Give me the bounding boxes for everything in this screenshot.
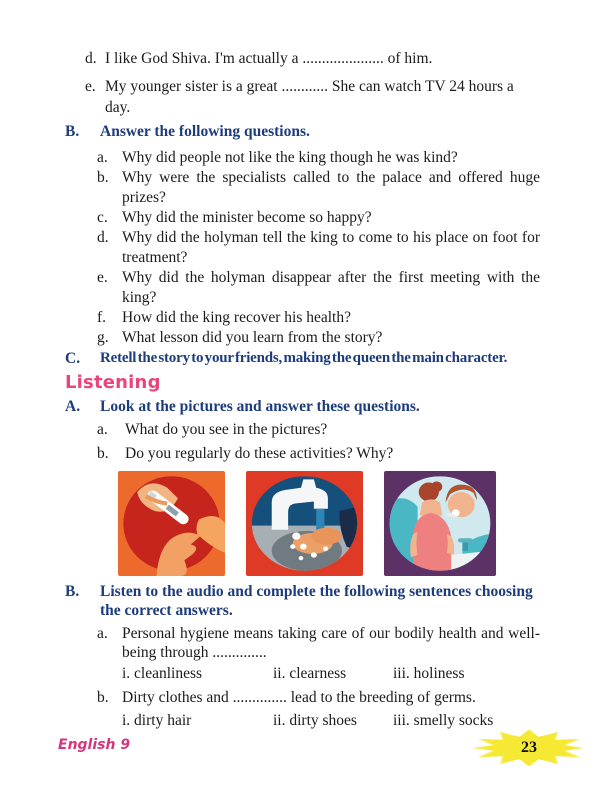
question-label: a.	[97, 149, 108, 166]
item-text: Personal hygiene means taking care of our bodily health and well-being through ..............	[122, 625, 540, 661]
section-title: Retell the story to your friends, making the queen the main character.	[100, 350, 508, 366]
item-label: d.	[85, 50, 97, 67]
item-text: My younger sister is a great ............ She can watch TV 24 hours a day.	[105, 78, 514, 116]
section-title: Look at the pictures and answer these questions.	[100, 398, 420, 415]
question-label: b.	[97, 445, 109, 462]
item-label: b.	[97, 689, 109, 706]
options-row-b	[122, 711, 542, 730]
question-row	[97, 419, 542, 440]
section-b-questions	[60, 148, 542, 348]
question-text: Why did people not like the king though he was kind?	[122, 149, 458, 166]
option: iii. holiness	[393, 665, 465, 682]
question-label: g.	[97, 329, 109, 346]
section-label: C.	[65, 350, 81, 367]
question-text: Why did the holyman disappear after the first meeting with the king?	[122, 269, 540, 306]
option: ii. clearness	[273, 665, 347, 682]
question-label: e.	[97, 269, 108, 286]
question-row	[97, 208, 542, 228]
question-row	[97, 443, 542, 464]
option: iii. smelly socks	[393, 712, 494, 729]
question-text: Why did the holyman tell the king to come to his place on foot for treatment?	[122, 229, 540, 266]
item-label: e.	[85, 78, 96, 95]
question-label: f.	[97, 309, 107, 326]
question-text: Why were the specialists called to the palace and offered huge prizes?	[122, 169, 540, 206]
page-footer	[60, 737, 542, 797]
section-title: Answer the following questions.	[100, 123, 310, 140]
picture-thermometer	[118, 471, 225, 576]
question-row	[97, 308, 542, 328]
question-text: What do you see in the pictures?	[125, 421, 328, 438]
section-title: Listen to the audio and complete the following sentences choosing the correct answers.	[100, 583, 533, 619]
listening-b-item-b	[97, 688, 542, 707]
question-row	[97, 228, 542, 268]
item-text: Dirty clothes and .............. lead to the breeding of germs.	[122, 689, 476, 706]
section-c-heading	[65, 348, 542, 369]
option: ii. dirty shoes	[273, 712, 357, 729]
question-row	[97, 148, 542, 168]
page-number: 23	[521, 739, 537, 756]
listening-heading: Listening	[65, 372, 161, 393]
question-text: What lesson did you learn from the story?	[122, 329, 383, 346]
picture-brushing-teeth-mirror	[384, 471, 496, 576]
question-text: Do you regularly do these activities? Why?	[125, 445, 394, 462]
thermometer-illustration-icon	[118, 471, 225, 576]
pictures-row	[118, 471, 542, 576]
option: i. cleanliness	[122, 665, 203, 682]
listening-b-heading	[65, 582, 542, 620]
question-text: Why did the minister become so happy?	[122, 209, 372, 226]
question-row	[97, 168, 542, 208]
listening-b-item-a	[97, 624, 542, 662]
question-label: b.	[97, 169, 109, 186]
question-text: How did the king recover his health?	[122, 309, 351, 326]
option: i. dirty hair	[122, 712, 192, 729]
question-row	[97, 268, 542, 308]
book-title: English 9	[58, 737, 131, 753]
section-label: B.	[65, 123, 80, 140]
question-row	[97, 328, 542, 348]
washing-hands-illustration-icon	[246, 471, 363, 576]
section-label: A.	[65, 398, 81, 415]
fill-item-e	[85, 76, 542, 118]
listening-a-heading	[65, 396, 542, 417]
question-label: a.	[97, 421, 108, 438]
item-text: I like God Shiva. I'm actually a ..................... of him.	[105, 50, 433, 67]
fill-item-d	[85, 48, 542, 69]
question-label: d.	[97, 229, 109, 246]
options-row-a	[122, 664, 542, 683]
picture-washing-hands	[246, 471, 363, 576]
brushing-teeth-illustration-icon	[384, 471, 496, 576]
question-label: c.	[97, 209, 108, 226]
page-number-badge	[473, 730, 585, 766]
item-label: a.	[97, 625, 108, 642]
section-b-heading	[65, 121, 542, 142]
section-label: B.	[65, 583, 80, 600]
